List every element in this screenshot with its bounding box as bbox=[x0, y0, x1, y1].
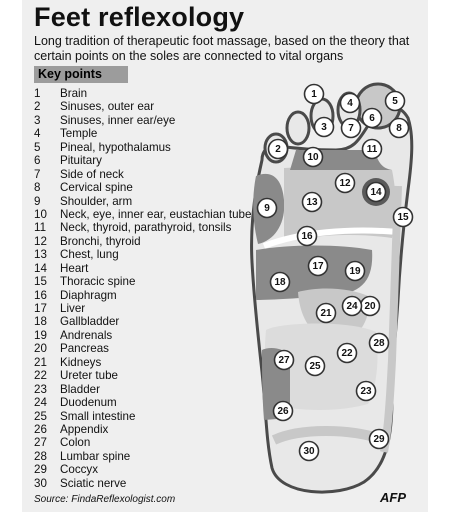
key-point-number: 19 bbox=[34, 328, 47, 342]
key-point-number: 6 bbox=[34, 154, 41, 168]
key-point-number: 12 bbox=[34, 234, 47, 248]
point-marker-5 bbox=[386, 92, 405, 111]
key-point-number: 13 bbox=[34, 248, 47, 262]
key-point-number: 16 bbox=[34, 288, 47, 302]
point-marker-number: 13 bbox=[306, 197, 318, 208]
point-marker-number: 18 bbox=[274, 277, 286, 288]
point-marker-number: 26 bbox=[277, 406, 289, 417]
key-point-number: 4 bbox=[34, 127, 41, 141]
point-marker-number: 16 bbox=[301, 231, 313, 242]
page-title: Feet reflexology bbox=[34, 2, 245, 32]
key-point-number: 28 bbox=[34, 449, 47, 463]
point-marker-number: 24 bbox=[346, 301, 358, 312]
point-marker-28 bbox=[370, 334, 389, 353]
point-marker-number: 23 bbox=[360, 386, 372, 397]
point-marker-number: 4 bbox=[347, 98, 353, 109]
key-point-label: Brain bbox=[60, 87, 88, 100]
key-point-number: 26 bbox=[34, 422, 47, 436]
point-marker-2 bbox=[269, 140, 288, 159]
key-point-label: Pituitary bbox=[60, 154, 102, 168]
point-marker-25 bbox=[306, 357, 325, 376]
key-point-number: 9 bbox=[34, 194, 41, 208]
key-point-label: Bladder bbox=[60, 382, 100, 396]
key-point-number: 24 bbox=[34, 396, 47, 410]
point-marker-1 bbox=[305, 85, 324, 104]
key-point-label: Temple bbox=[60, 127, 98, 141]
toe-4 bbox=[287, 112, 309, 144]
key-point-number: 10 bbox=[34, 207, 47, 221]
point-marker-number: 12 bbox=[339, 178, 351, 189]
point-marker-number: 3 bbox=[321, 122, 327, 133]
point-marker-number: 9 bbox=[264, 203, 270, 214]
key-point-label: Sciatic nerve bbox=[60, 476, 127, 490]
point-marker-number: 30 bbox=[303, 446, 315, 457]
point-marker-6 bbox=[363, 109, 382, 128]
key-point-number: 18 bbox=[34, 315, 47, 329]
key-point-number: 23 bbox=[34, 382, 47, 396]
key-point-number: 1 bbox=[34, 87, 41, 100]
key-point-label: Pineal, hypothalamus bbox=[60, 140, 171, 154]
key-point-number: 29 bbox=[34, 463, 47, 477]
key-point-label: Liver bbox=[60, 302, 86, 315]
point-marker-20 bbox=[361, 297, 380, 316]
key-point-label: Bronchi, thyroid bbox=[60, 234, 141, 248]
point-marker-10 bbox=[304, 148, 323, 167]
point-marker-number: 22 bbox=[341, 348, 353, 359]
key-point-label: Andrenals bbox=[60, 328, 113, 342]
key-point-label: Thoracic spine bbox=[60, 275, 136, 289]
point-marker-13 bbox=[303, 193, 322, 212]
source-note: Source: FindaReflexologist.com bbox=[34, 494, 176, 505]
point-marker-8 bbox=[390, 119, 409, 138]
key-point-number: 14 bbox=[34, 261, 47, 275]
key-point-label: Appendix bbox=[60, 422, 109, 436]
key-point-label: Duodenum bbox=[60, 396, 117, 410]
key-point-label: Ureter tube bbox=[60, 369, 118, 383]
point-marker-number: 17 bbox=[312, 261, 324, 272]
key-point-label: Side of neck bbox=[60, 167, 124, 181]
point-marker-number: 7 bbox=[348, 123, 354, 134]
point-marker-3 bbox=[315, 118, 334, 137]
point-marker-22 bbox=[338, 344, 357, 363]
key-point-label: Chest, lung bbox=[60, 248, 119, 262]
key-point-number: 25 bbox=[34, 409, 47, 423]
point-marker-27 bbox=[275, 351, 294, 370]
point-marker-30 bbox=[300, 442, 319, 461]
point-marker-21 bbox=[317, 304, 336, 323]
point-marker-number: 21 bbox=[320, 308, 332, 319]
point-marker-23 bbox=[357, 382, 376, 401]
key-point-number: 27 bbox=[34, 436, 47, 450]
point-marker-16 bbox=[298, 227, 317, 246]
key-point-label: Diaphragm bbox=[60, 288, 117, 302]
point-marker-number: 19 bbox=[349, 266, 361, 277]
point-marker-18 bbox=[271, 273, 290, 292]
key-point-label: Lumbar spine bbox=[60, 449, 131, 463]
point-marker-number: 27 bbox=[278, 355, 290, 366]
key-point-number: 5 bbox=[34, 140, 41, 154]
point-marker-number: 11 bbox=[366, 144, 378, 155]
key-point-label: Pancreas bbox=[60, 342, 109, 356]
point-marker-7 bbox=[342, 119, 361, 138]
afp-logo: AFP bbox=[380, 490, 406, 505]
point-marker-number: 14 bbox=[370, 187, 382, 198]
key-point-number: 15 bbox=[34, 275, 47, 289]
point-marker-number: 28 bbox=[373, 338, 385, 349]
key-point-label: Kidneys bbox=[60, 355, 102, 369]
key-point-number: 20 bbox=[34, 342, 47, 356]
point-marker-15 bbox=[394, 208, 413, 227]
key-point-number: 7 bbox=[34, 167, 41, 181]
key-point-label: Colon bbox=[60, 436, 91, 450]
point-marker-number: 20 bbox=[364, 301, 376, 312]
key-point-label: Shoulder, arm bbox=[60, 194, 133, 208]
point-marker-24 bbox=[343, 297, 362, 316]
key-point-number: 21 bbox=[34, 355, 47, 369]
key-point-label: Gallbladder bbox=[60, 315, 120, 329]
point-marker-17 bbox=[309, 257, 328, 276]
point-marker-number: 6 bbox=[369, 113, 375, 124]
key-point-label: Sinuses, outer ear bbox=[60, 100, 155, 114]
key-point-number: 30 bbox=[34, 476, 47, 490]
point-marker-9 bbox=[258, 199, 277, 218]
point-marker-11 bbox=[363, 140, 382, 159]
key-point-label: Heart bbox=[60, 261, 89, 275]
point-marker-number: 2 bbox=[275, 144, 281, 155]
key-point-label: Cervical spine bbox=[60, 181, 133, 195]
point-marker-number: 5 bbox=[392, 96, 398, 107]
point-marker-number: 10 bbox=[307, 152, 319, 163]
key-point-label: Neck, thyroid, parathyroid, tonsils bbox=[60, 221, 232, 235]
point-marker-number: 25 bbox=[309, 361, 321, 372]
key-point-number: 22 bbox=[34, 369, 47, 383]
point-marker-14 bbox=[367, 183, 386, 202]
key-point-label: Coccyx bbox=[60, 463, 99, 477]
key-point-label: Small intestine bbox=[60, 409, 136, 423]
key-points-heading: Key points bbox=[34, 66, 128, 83]
key-point-number: 17 bbox=[34, 302, 47, 315]
point-marker-number: 1 bbox=[311, 89, 317, 100]
key-point-number: 11 bbox=[34, 221, 47, 235]
point-marker-26 bbox=[274, 402, 293, 421]
point-marker-number: 29 bbox=[373, 434, 385, 445]
point-marker-12 bbox=[336, 174, 355, 193]
key-point-number: 8 bbox=[34, 181, 41, 195]
key-point-number: 2 bbox=[34, 100, 41, 114]
point-marker-4 bbox=[341, 94, 360, 113]
key-point-label: Neck, eye, inner ear, eustachian tube bbox=[60, 207, 252, 221]
point-marker-number: 8 bbox=[396, 123, 402, 134]
key-point-label: Sinuses, inner ear/eye bbox=[60, 113, 176, 127]
point-marker-29 bbox=[370, 430, 389, 449]
point-marker-19 bbox=[346, 262, 365, 281]
key-point-number: 3 bbox=[34, 113, 41, 127]
point-marker-number: 15 bbox=[397, 212, 409, 223]
subtitle: Long tradition of therapeutic foot massage, based on the theory that certain points on the soles are connected to vital organs bbox=[34, 34, 410, 63]
